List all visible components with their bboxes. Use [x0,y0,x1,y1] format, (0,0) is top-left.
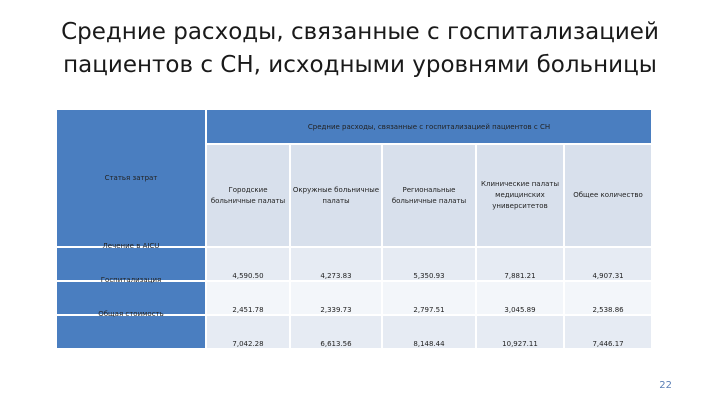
page-number: 22 [659,380,672,391]
table-cell: 7,446.17 [564,315,652,349]
table-row [56,315,652,349]
row-header-label: Статья затрат [104,174,158,182]
table-cell: 7,042.28 [206,315,290,349]
table-cell: 6,613.56 [290,315,382,349]
table-cell: 10,927.11 [476,315,564,349]
table-cell: 2,538.86 [564,281,652,315]
row-label: Госпитализация [56,281,206,315]
table-cell: 2,451.78 [206,281,290,315]
table-cell: 2,339.73 [290,281,382,315]
row-label: Общая стоимость [56,315,206,349]
table-cell: 4,590.50 [206,247,290,281]
cost-table [55,108,653,350]
column-header: Городские больничные палаты [206,144,290,247]
table-cell: 5,350.93 [382,247,476,281]
column-header: Клинические палаты медицинских университетов [476,144,564,247]
column-header: Общее количество [564,144,652,247]
table-cell: 4,907.31 [564,247,652,281]
table-cell: 7,881.21 [476,247,564,281]
table-cell: 8,148.44 [382,315,476,349]
table-cell: 2,797.51 [382,281,476,315]
super-header: Средние расходы, связанные с госпитализацией пациентов с СН [206,109,652,144]
column-header: Окружные больничные палаты [290,144,382,247]
column-header: Региональные больничные палаты [382,144,476,247]
slide-title: Средние расходы, связанные с госпитализацией пациентов с СН, исходными уровнями больницы [61,19,659,78]
table-cell: 4,273.83 [290,247,382,281]
table-cell: 3,045.89 [476,281,564,315]
row-header-cell [56,109,206,247]
row-label: Лечение в AICU [56,247,206,281]
